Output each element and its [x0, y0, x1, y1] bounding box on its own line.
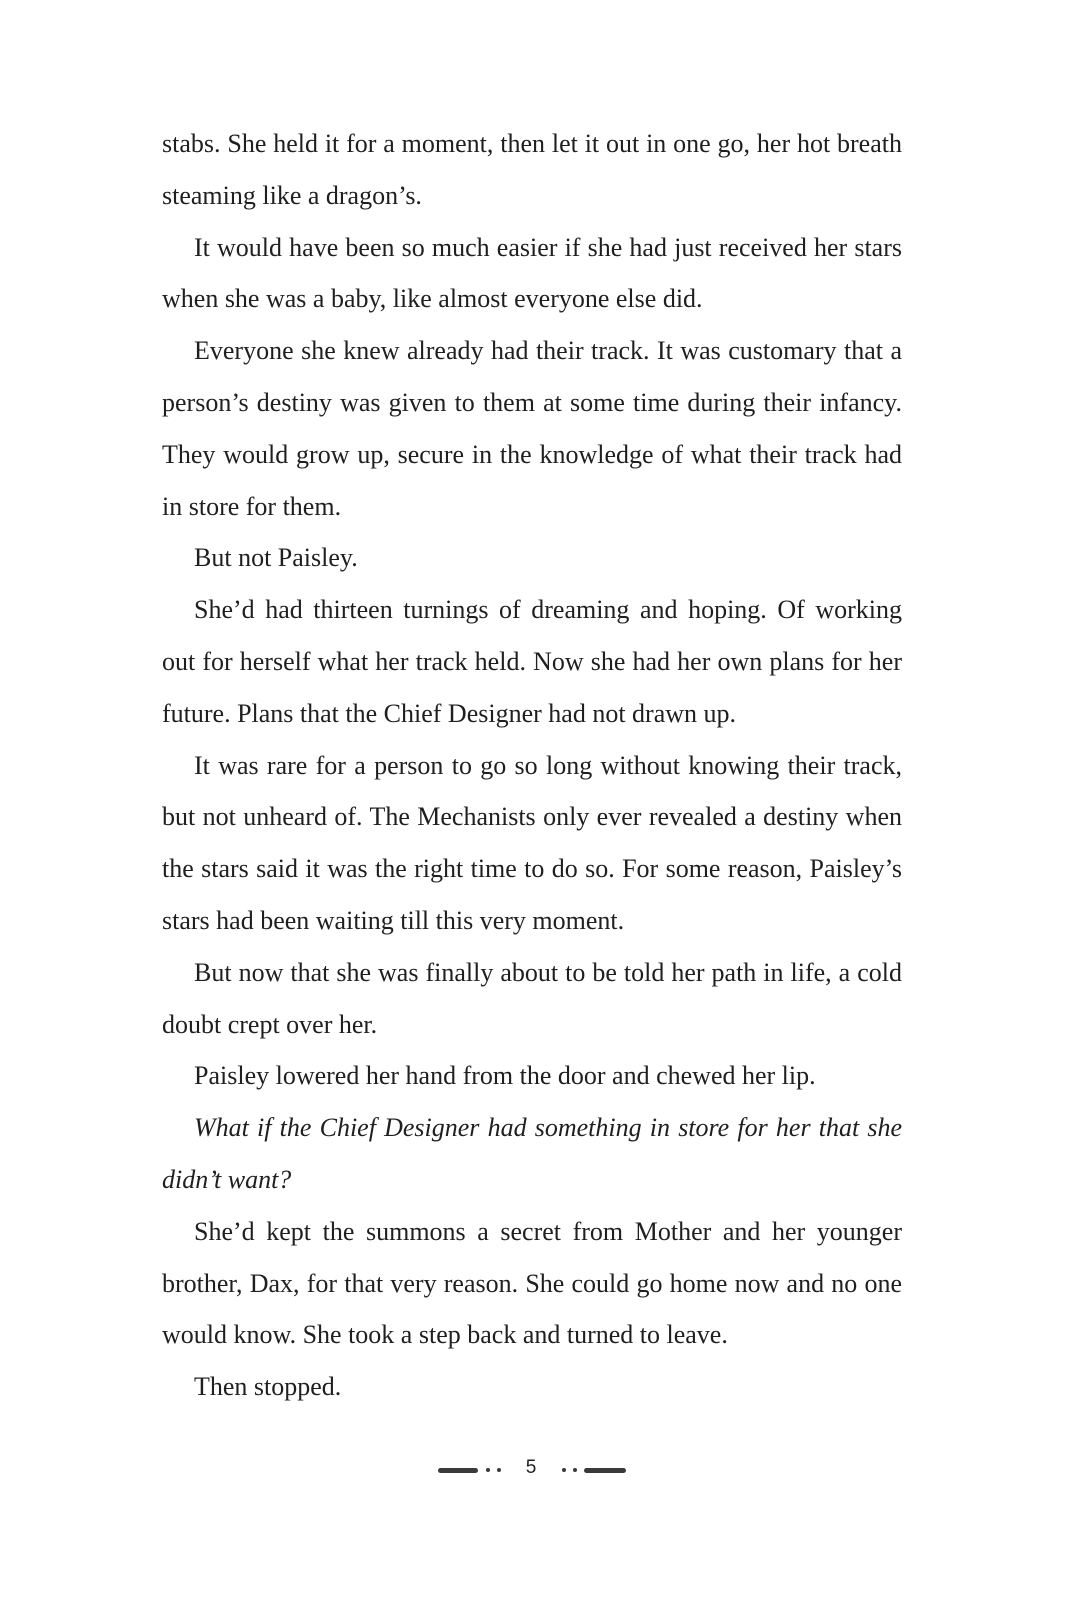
- paragraph: Everyone she knew already had their track. It was customary that a person’s destiny was given to them at some time during their infancy. They would grow up, secure in the knowledge of what their track had in store for them.: [162, 336, 902, 521]
- right-ornament-dot: [573, 1468, 577, 1472]
- body-text: [162, 118, 902, 1413]
- paragraph: It would have been so much easier if she had just received her stars when she was a baby, like almost everyone else did.: [162, 232, 902, 314]
- right-ornament-bar: [584, 1468, 626, 1473]
- paragraph: But not Paisley.: [194, 543, 358, 573]
- paragraph: It was rare for a person to go so long without knowing their track, but not unheard of. The Mechanists only ever revealed a destiny when the stars said it was the right time to do so. For some reason, Paisley’s stars had been waiting till this very moment.: [162, 750, 902, 935]
- italic-thought-paragraph: What if the Chief Designer had something in store for her that she didn’t want?: [162, 1113, 902, 1194]
- paragraph: She’d had thirteen turnings of dreaming and hoping. Of working out for herself what her track held. Now she had her own plans for her future. Plans that the Chief Designer had not drawn up.: [162, 595, 902, 728]
- paragraph: stabs. She held it for a moment, then let it out in one go, her hot breath steaming like a dragon’s.: [162, 129, 902, 210]
- page-footer: [0, 1455, 1067, 1485]
- left-ornament-bar: [438, 1468, 478, 1473]
- left-ornament-dot: [497, 1468, 501, 1472]
- paragraph: Then stopped.: [194, 1372, 342, 1402]
- right-ornament-dot: [562, 1468, 566, 1472]
- page-number: 5: [525, 1457, 537, 1478]
- paragraph: She’d kept the summons a secret from Mother and her younger brother, Dax, for that very reason. She could go home now and no one would know. She took a step back and turned to leave.: [162, 1216, 902, 1350]
- paragraph: But now that she was finally about to be told her path in life, a cold doubt crept over her.: [162, 957, 902, 1039]
- left-ornament-dot: [486, 1468, 490, 1472]
- paragraph: Paisley lowered her hand from the door and chewed her lip.: [194, 1061, 816, 1091]
